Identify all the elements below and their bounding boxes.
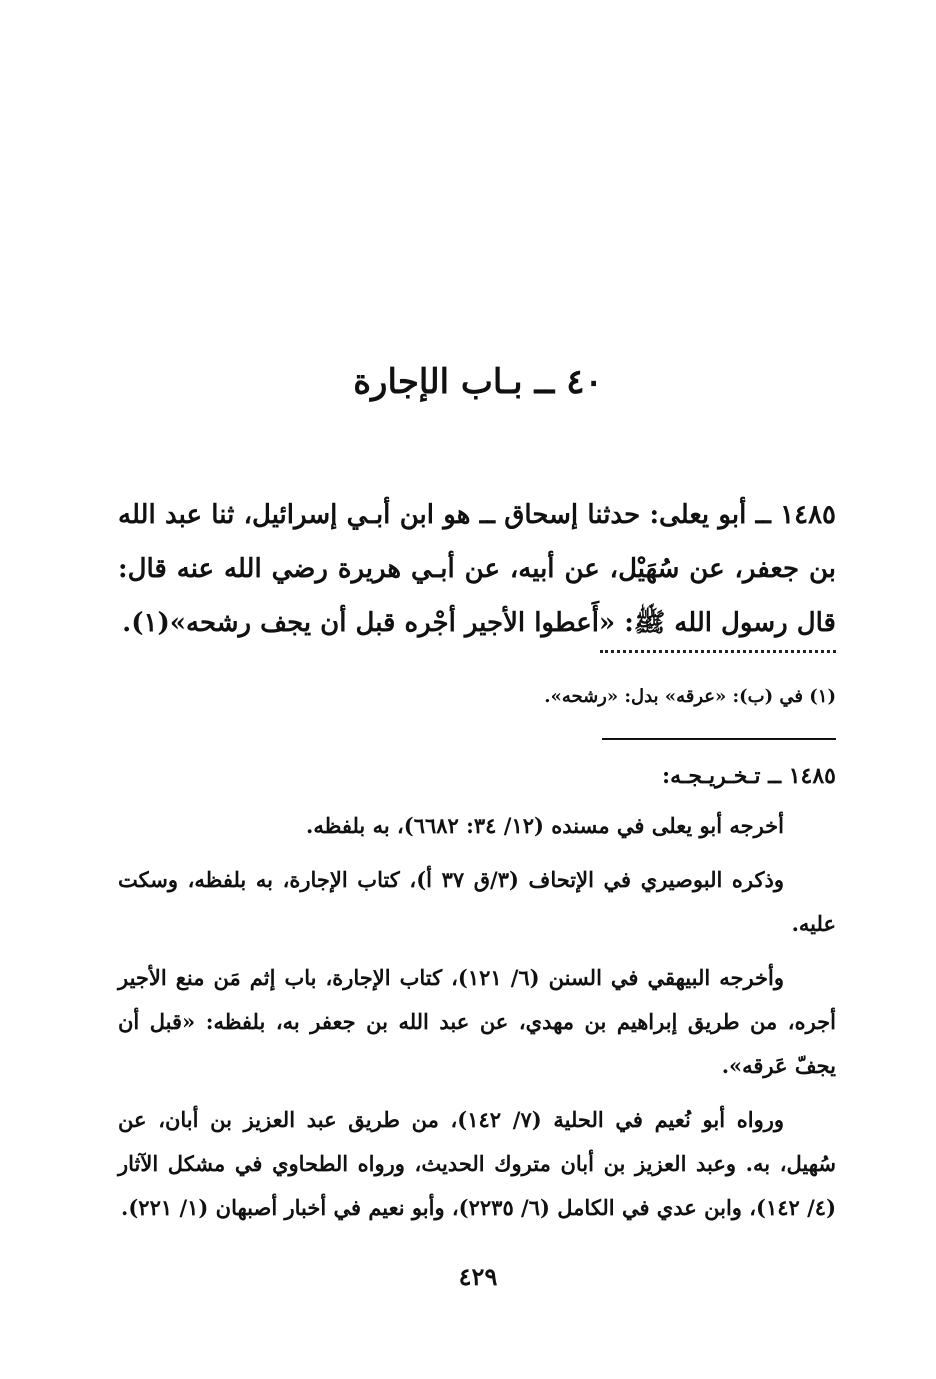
hadith-text: ١٤٨٥ ــ أبو يعلى: حدثنا إسحاق ــ هو ابن أبـي إسرائيل، ثنا عبد الله بن جعفر، عن سُهَيْل، عن أبيه، عن أبـي هريرة رضي الله عنه قال: قال رسول الله ﷺ: «أَعطوا الأجير أجْره قبل أن يجف رشحه»(١). [118, 500, 836, 638]
section-divider-line [602, 738, 836, 740]
footnote-dotted-divider [600, 650, 836, 653]
takhrij-section [118, 754, 836, 1240]
takhrij-paragraph: وذكره البوصيري في الإتحاف (٣/ق ٣٧ أ)، كتاب الإجارة، به بلفظه، وسكت عليه. [118, 867, 836, 936]
takhrij-paragraph: أخرجه أبو يعلى في مسنده (١٢/ ٣٤: ٦٦٨٢)، به بلفظه. [306, 813, 784, 838]
chapter-title: ٤٠ ــ بـاب الإجارة [353, 362, 603, 402]
takhrij-paragraph: وأخرجه البيهقي في السنن (٦/ ١٢١)، كتاب الإجارة، باب إثم مَن منع الأجير أجره، من طريق إبراهيم بن مهدي، عن عبد الله بن جعفر به، بلفظه: «قبل أن يجفّ عَرقه». [118, 965, 836, 1078]
takhrij-heading: ١٤٨٥ ــ تـخـريـجـه: [662, 763, 836, 789]
footnote: (١) في (ب): «عرقه» بدل: «رشحه». [544, 686, 836, 707]
takhrij-paragraph: ورواه أبو نُعيم في الحلية (٧/ ١٤٢)، من طريق عبد العزيز بن أبان، عن سُهيل، به. وعبد العزيز بن أبان متروك الحديث، ورواه الطحاوي في مشكل الآثار (٤/ ١٤٢)، وابن عدي في الكامل (٦/ ٢٢٣٥)، وأبو نعيم في أخبار أصبهان (١/ ٢٢١). [118, 1107, 836, 1220]
page-number: ٤٢٩ [458, 1262, 498, 1291]
